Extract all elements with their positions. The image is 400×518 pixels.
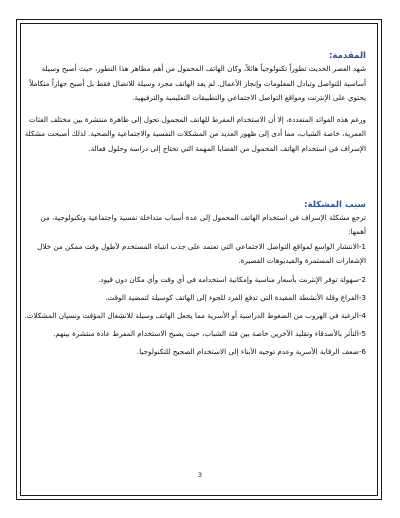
causes-lead: ترجع مشكلة الإسراف في استخدام الهاتف المحمول إلى عدة أسباب متداخلة نفسية واجتماعية وتكنولوجية، من أهمها: (40, 212, 366, 237)
cause-item-1: 1-الانتشار الواسع لمواقع التواصل الاجتماعي التي تعتمد على جذب انتباه المستخدم لأطول وقت ممكن من خلال الإشعارات المستمرة والفيديوهات القصيرة. (37, 241, 366, 266)
cause-item-5: 5-التأثر بالأصدقاء وتقليد الآخرين خاصة بين فئة الشباب، حيث يصبح الاستخدام المفرط عادة منتشرة بينهم. (53, 329, 366, 339)
intro-heading: المقدمة: (328, 51, 366, 61)
document-body (24, 50, 366, 363)
causes-list (24, 240, 366, 360)
cause-item-3: 3-الفراغ وقلة الأنشطة المفيدة التي تدفع الفرد للجوء إلى الهاتف كوسيلة لتمضية الوقت. (105, 292, 366, 302)
cause-item-2: 2-سهولة توفر الإنترنت بأسعار مناسبة وإمكانية استخدامه في أي وقت وأي مكان دون قيود. (98, 274, 366, 284)
page-number: 3 (197, 471, 203, 479)
intro-paragraph-1: شهد العصر الحديث تطوراً تكنولوجياً هائلاً، وكان الهاتف المحمول من أهم مظاهر هذا التطور، حيث أصبح وسيلة أساسية للتواصل وتبادل المعلومات وإنجاز الأعمال. لم يعد الهاتف مجرد وسيلة للاتصال فقط بل أصبح جهازاً متكاملاً يحتوي على الإنترنت ومواقع التواصل الاجتماعي والتطبيقات التعليمية والترفيهية. (29, 64, 366, 103)
cause-item-4: 4-الرغبة في الهروب من الضغوط الدراسية أو الأسرية مما يجعل الهاتف وسيلة للانشغال المؤقت ونسيان المشكلات. (24, 310, 366, 320)
causes-heading: سبب المشكلة: (304, 199, 366, 210)
cause-item-6: 6-ضعف الرقابة الأسرية وعدم توجيه الأبناء إلى الاستخدام الصحيح للتكنولوجيا. (136, 347, 366, 357)
intro-paragraph-2: ورغم هذه الفوائد المتعددة، إلا أن الاستخدام المفرط للهاتف المحمول تحول إلى ظاهرة منتشرة بين مختلف الفئات العمرية، خاصة الشباب، مما أدى إلى ظهور العديد من المشكلات النفسية والاجتماعية والصحية. لذلك أصبحت مشكلة الإسراف في استخدام الهاتف المحمول من القضايا المهمة التي تحتاج إلى دراسة وحلول فعالة. (24, 114, 366, 153)
